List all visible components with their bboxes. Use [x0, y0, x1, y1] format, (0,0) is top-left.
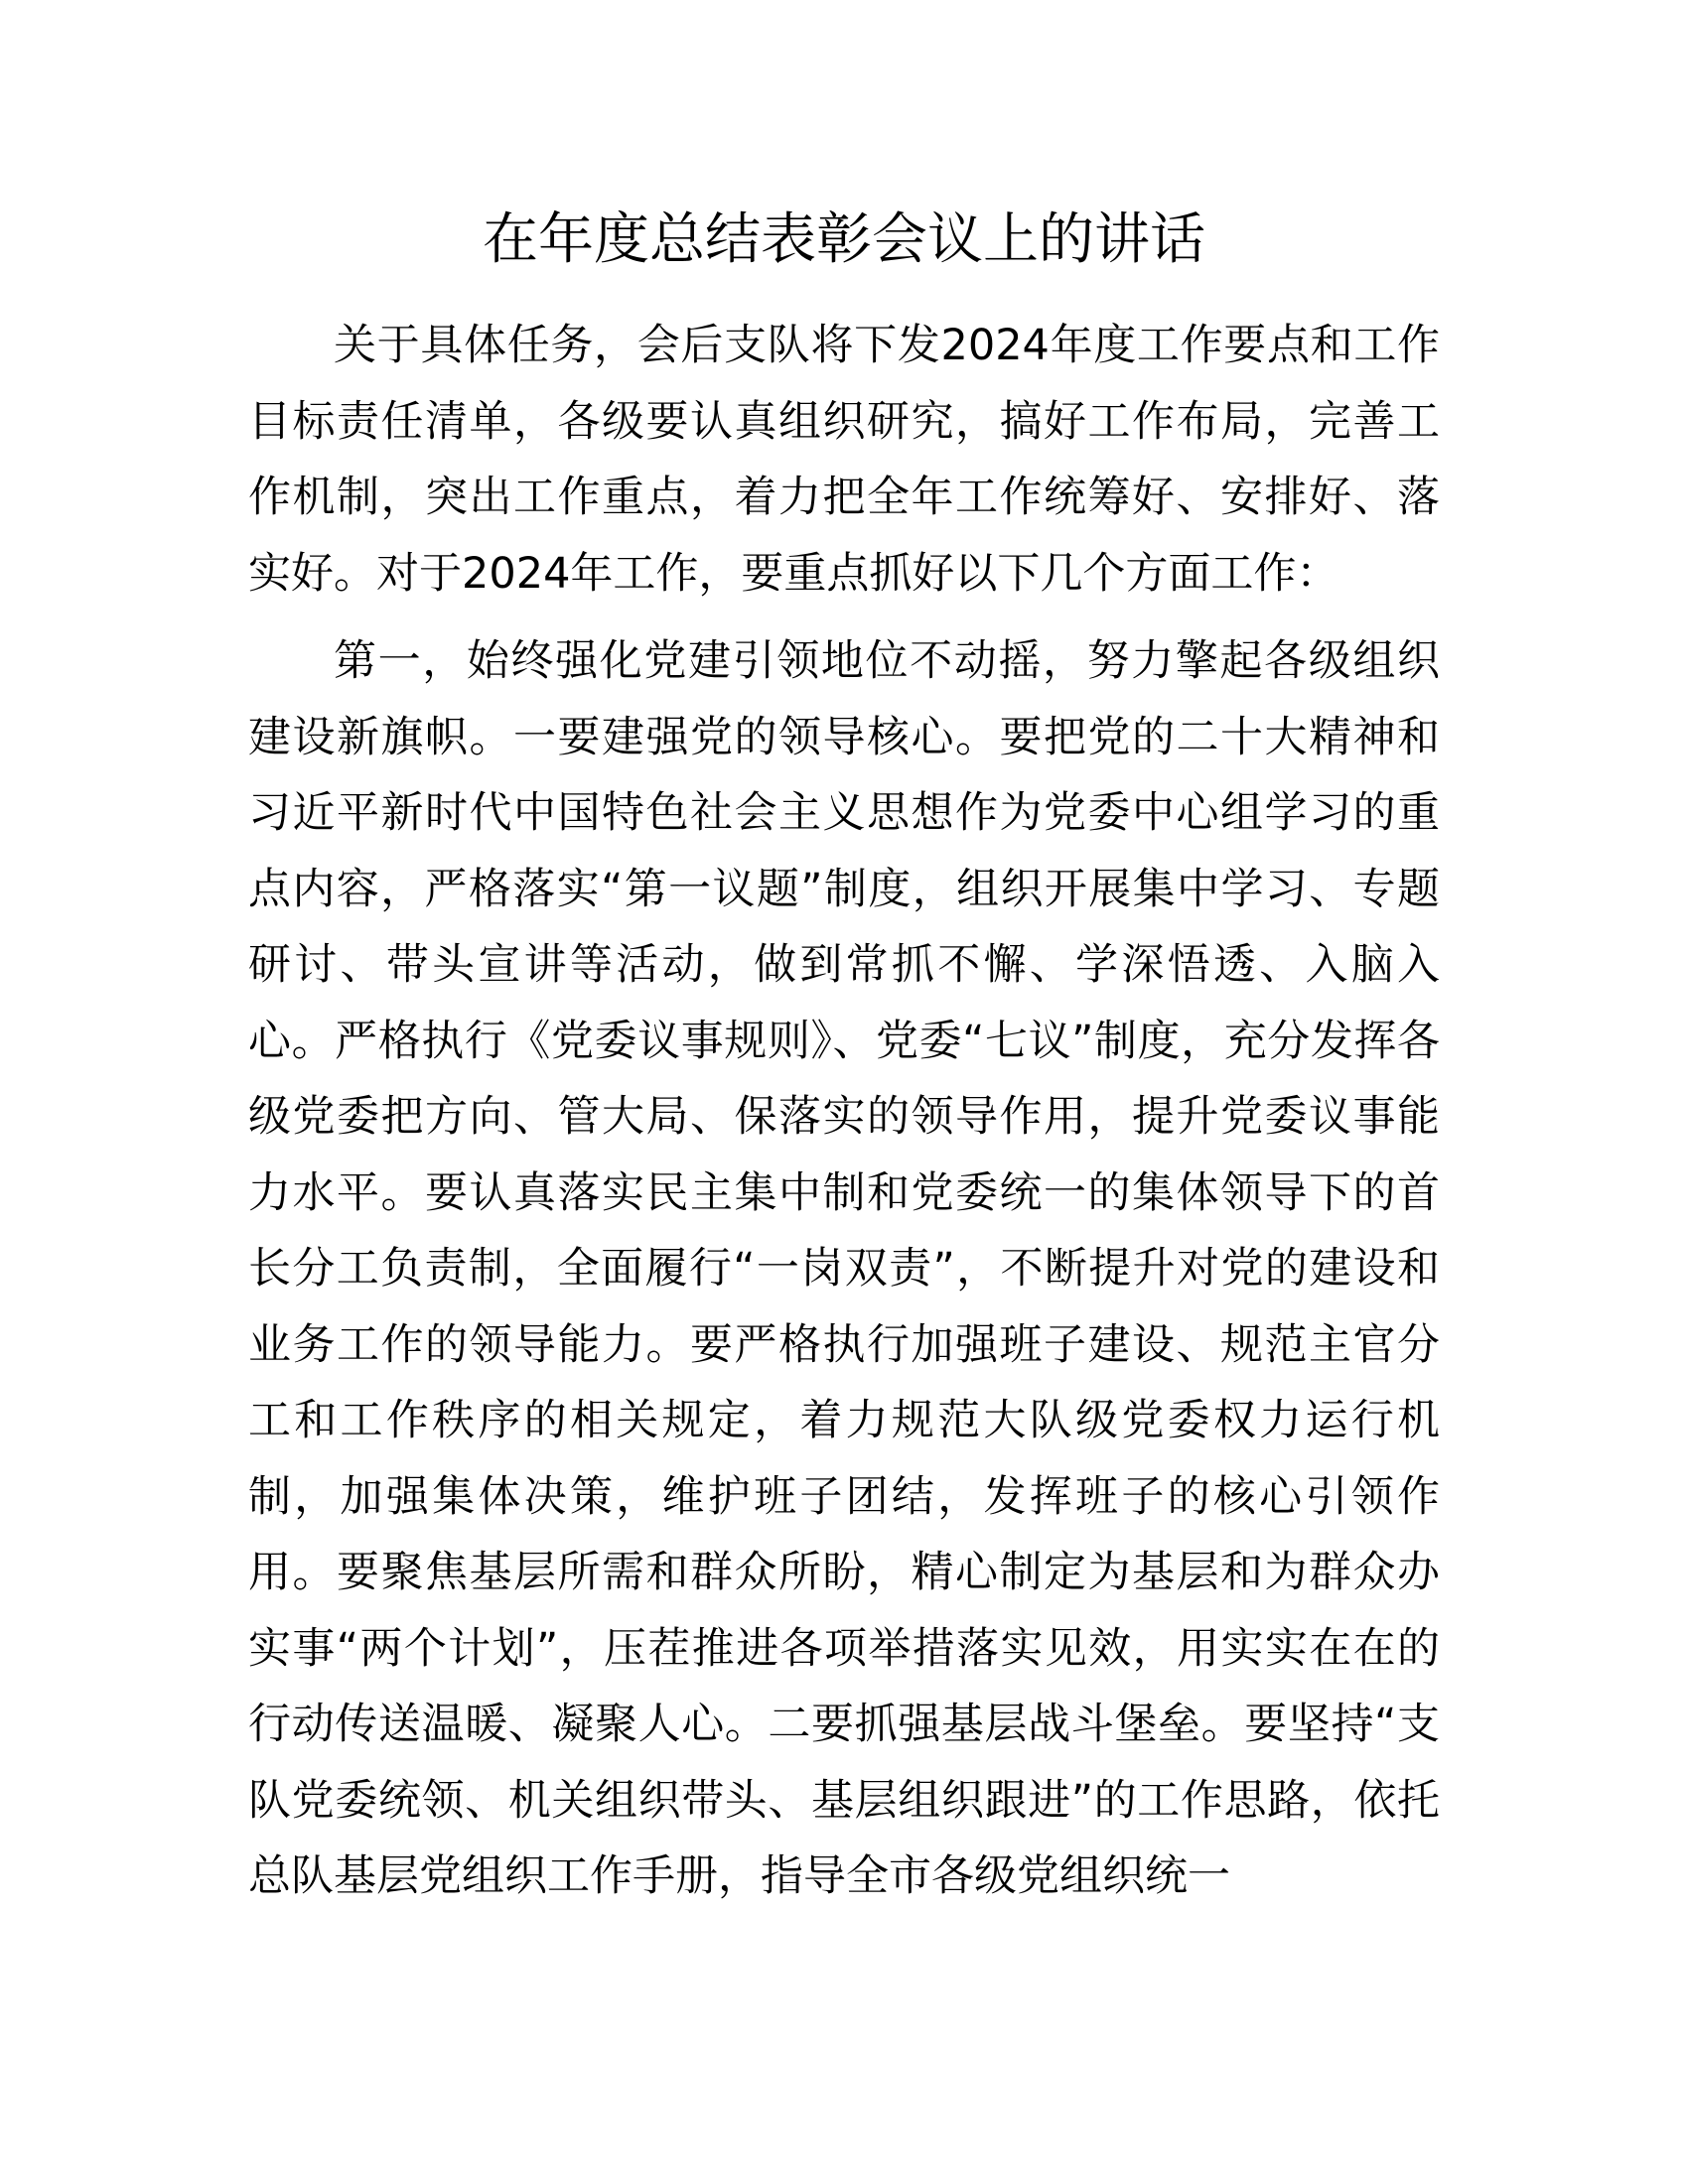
paragraph-first-point: 第一，始终强化党建引领地位不动摇，努力擎起各级组织建设新旗帜。一要建强党的领导核心。要把党的二十大精神和习近平新时代中国特色社会主义思想作为党委中心组学习的重点内容，严格落实“第一议题”制度，组织开展集中学习、专题研讨、带头宣讲等活动，做到常抓不懈、学深悟透、入脑入心。严格执行《党委议事规则》、党委“七议”制度，充分发挥各级党委把方向、管大局、保落实的领导作用，提升党委议事能力水平。要认真落实民主集中制和党委统一的集体领导下的首长分工负责制，全面履行“一岗双责”，不断提升对党的建设和业务工作的领导能力。要严格执行加强班子建设、规范主官分工和工作秩序的相关规定，着力规范大队级党委权力运行机制，加强集体决策，维护班子团结，发挥班子的核心引领作用。要聚焦基层所需和群众所盼，精心制定为基层和为群众办实事“两个计划”，压茬推进各项举措落实见效，用实实在在的行动传送温暖、凝聚人心。二要抓强基层战斗堡垒。要坚持“支队党委统领、机关组织带头、基层组织跟进”的工作思路，依托总队基层党组织工作手册，指导全市各级党组织统一 — [248, 636, 1440, 1901]
document-body — [248, 308, 1440, 1915]
paragraph-intro: 关于具体任务，会后支队将下发2024年度工作要点和工作目标责任清单，各级要认真组织研究，搞好工作布局，完善工作机制，突出工作重点，着力把全年工作统筹好、安排好、落实好。对于2024年工作，要重点抓好以下几个方面工作： — [248, 321, 1440, 599]
page-title: 在年度总结表彰会议上的讲话 — [483, 207, 1205, 272]
